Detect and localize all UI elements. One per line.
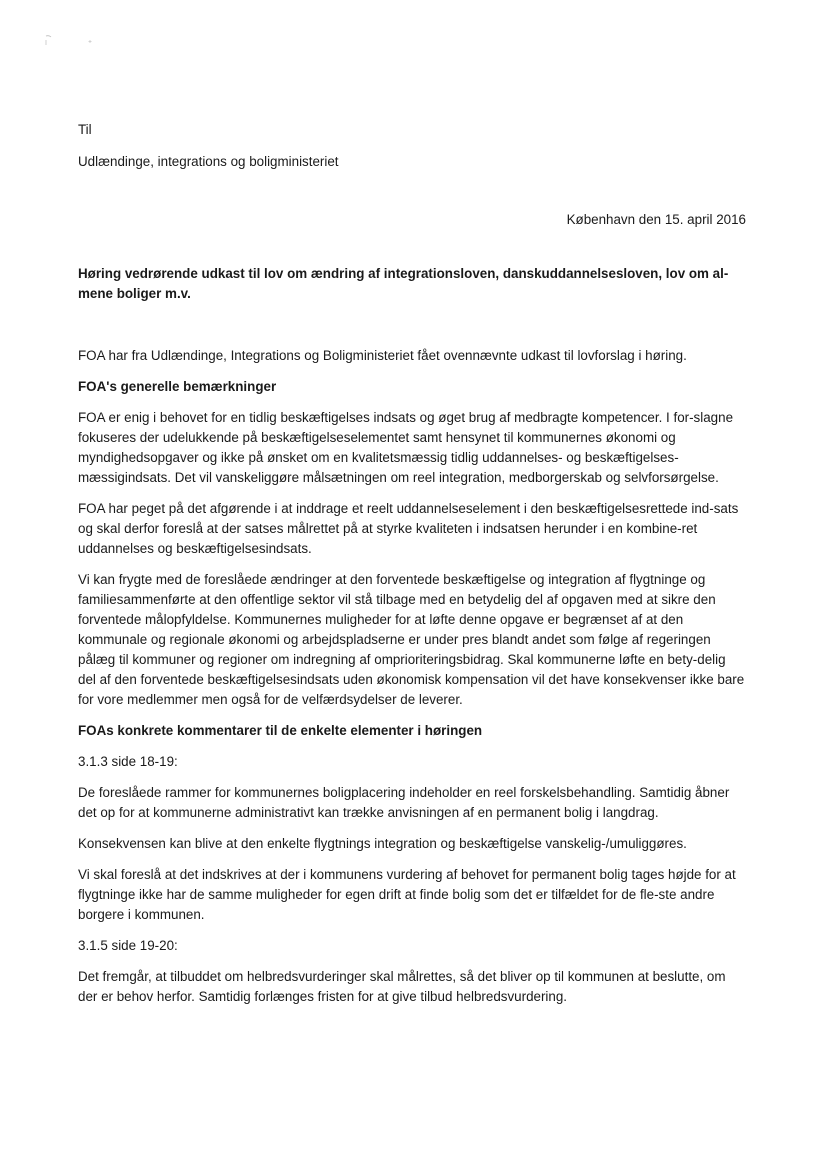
subject-heading: Høring vedrørende udkast til lov om ændring af integrationsloven, danskuddannelsesloven, lov om al-mene boliger m.v. bbox=[78, 266, 729, 301]
letter-body bbox=[78, 346, 746, 1007]
section-313-paragraph-2: Konsekvensen kan blive at den enkelte flygtnings integration og beskæftigelse vanskelig-/umuliggøres. bbox=[78, 836, 687, 851]
general-paragraph-3: Vi kan frygte med de foreslåede ændringer at den forventede beskæftigelse og integration af flygtninge og familiesammenførte at den offentlige sektor vil stå tilbage med en betydelig del af opgaven med at sikre den forventede målopfyldelse. Kommunernes muligheder for at løfte denne opgave er begrænset af at den kommunale og regionale økonomi og arbejdspladserne er under pres blandt andet som følge af regeringen pålæg til kommuner og regioner om indregning af omprioriteringsbidrag. Skal kommunerne løfte en bety-delig del af den forventede beskæftigelsesindsats uden økonomisk kompensation vil det have konsekvenser ikke bare for vore medlemmer men også for de velfærdsydelser de leverer. bbox=[78, 572, 745, 707]
recipient-ministry: Udlændinge, integrations og boligministeriet bbox=[78, 154, 339, 169]
scan-specks-icon bbox=[40, 34, 110, 54]
intro-paragraph: FOA har fra Udlændinge, Integrations og Boligministeriet fået ovennævnte udkast til lovforslag i høring. bbox=[78, 348, 687, 363]
general-paragraph-2: FOA har peget på det afgørende i at inddrage et reelt uddannelseselement i den beskæftigelsesrettede ind-sats og skal derfor foreslå at der satses målrettet på at styrke kvaliteten i indsatsen herunder i en kombine-ret uddannelses og beskæftigelsesindsats. bbox=[78, 501, 739, 556]
section-315-label: 3.1.5 side 19-20: bbox=[78, 938, 178, 953]
section-315-paragraph-1: Det fremgår, at tilbuddet om helbredsvurderinger skal målrettes, så det bliver op til kommunen at beslutte, om der er behov herfor. Samtidig forlænges fristen for at give tilbud helbredsvurdering. bbox=[78, 969, 726, 1004]
section-313-paragraph-1: De foreslåede rammer for kommunernes boligplacering indeholder en reel forskelsbehandling. Samtidig åbner det op for at kommunerne administrativt kan trække anvisningen af en permanent bolig i langdrag. bbox=[78, 785, 730, 820]
salutation-to: Til bbox=[78, 122, 92, 137]
general-paragraph-1: FOA er enig i behovet for en tidlig beskæftigelses indsats og øget brug af medbragte kompetencer. I for-slagne fokuseres der udelukkende på beskæftigelseselementet samt hensynet til kommunernes økonomi og myndighedsopgaver og ikke på ønsket om en kvalitetsmæssig tidlig uddannelses- og beskæftigelses-mæssigindsats. Det vil vanskeliggøre målsætningen om reel integration, medborgerskab og selvforsørgelse. bbox=[78, 410, 734, 485]
section-313-paragraph-3: Vi skal foreslå at det indskrives at der i kommunens vurdering af behovet for permanent bolig tages højde for at flygtninge ikke har de samme muligheder for egen drift at finde bolig som det er tilfældet for de fle-ste andre borgere i kommunen. bbox=[78, 867, 736, 922]
place-date-line: København den 15. april 2016 bbox=[566, 212, 746, 227]
specific-comments-heading: FOAs konkrete kommentarer til de enkelte elementer i høringen bbox=[78, 723, 483, 738]
general-remarks-heading: FOA's generelle bemærkninger bbox=[78, 379, 277, 394]
section-313-label: 3.1.3 side 18-19: bbox=[78, 754, 178, 769]
letter-content bbox=[78, 120, 746, 1018]
